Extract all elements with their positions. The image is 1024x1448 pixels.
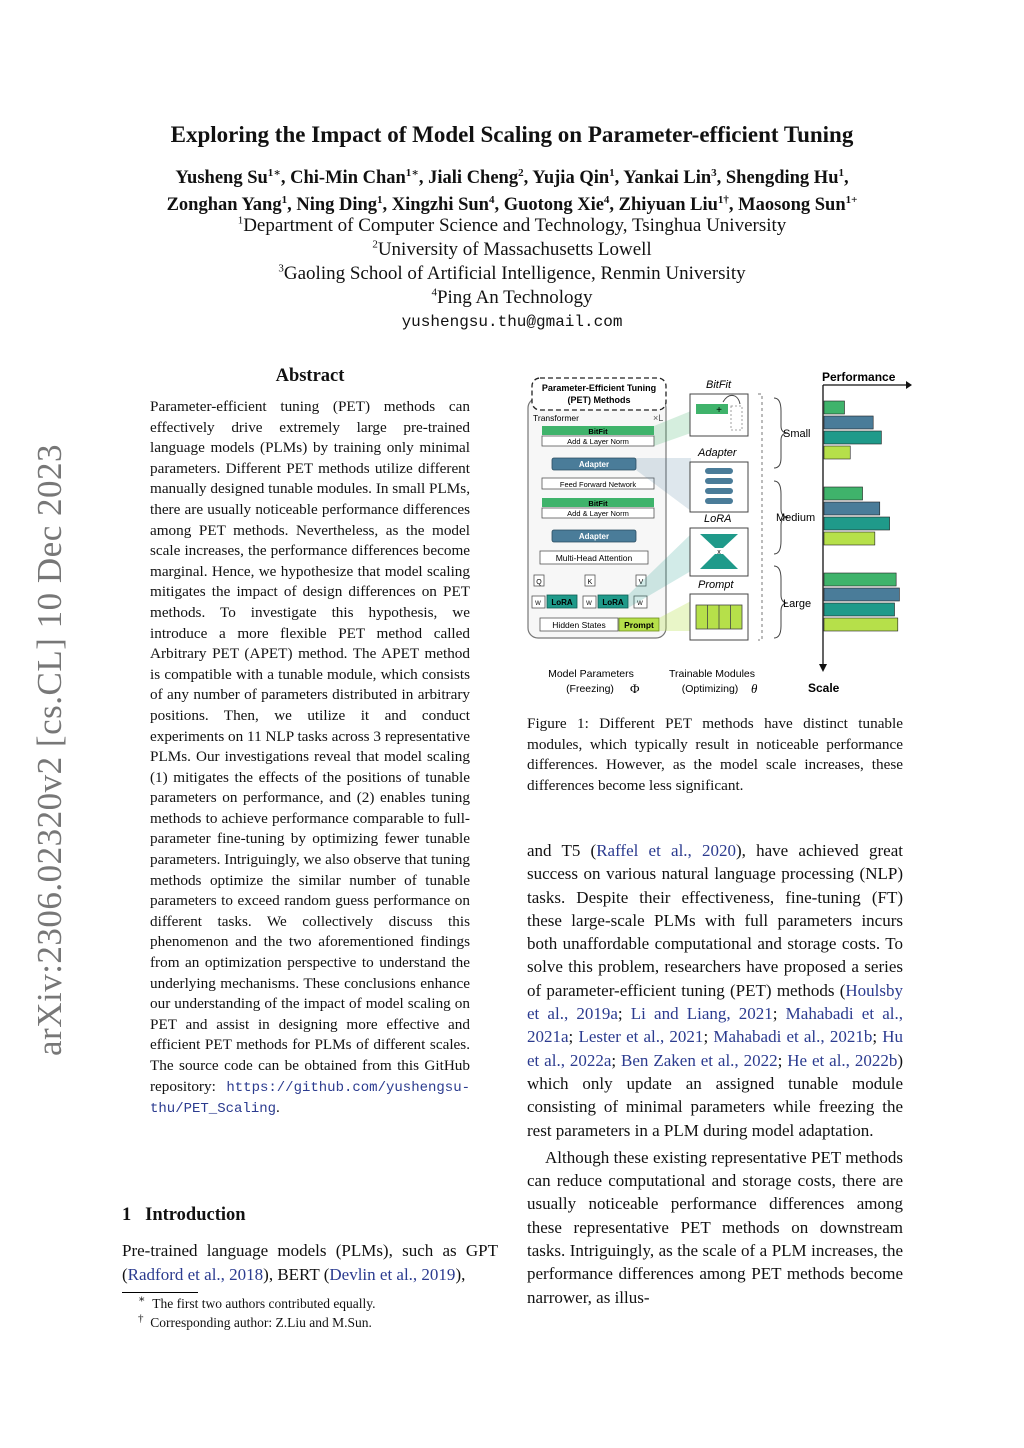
intro-right-column <box>527 839 903 1309</box>
author-line-2: Zonghan Yang$^1$, Ning Ding$^1$, Xingzhi Sun$^4$, Guotong Xie$^4$, Zhiyuan Liu$^{1\dagger}$, Maosong Sun$^{1+}$ <box>166 193 858 215</box>
lora-label-left: LoRA <box>551 598 573 607</box>
bar-small-prompt <box>824 446 850 459</box>
medium-scale-label: Medium <box>776 512 816 524</box>
footnote: ∗ The first two authors contributed equally. <box>138 1293 376 1311</box>
abstract-section <box>122 366 498 1120</box>
affiliation: $^2$University of Massachusetts Lowell <box>372 238 652 260</box>
section-heading-introduction: 1 Introduction <box>122 1205 246 1225</box>
mha-label: Multi-Head Attention <box>555 553 633 563</box>
affiliation: $^4$Ping An Technology <box>431 286 593 308</box>
abstract-text: Parameter-efficient tuning (PET) methods can effectively drive extremely large pre-trained language models (PLMs) by training only minimal parameters. Different PET methods utilize different manually designed tunable modules. In small PLMs, there are usually noticeable performance differences among PET methods. Nevertheless, as the model scale increases, the performance differences become marginal. Hence, we hypothesize that model scaling mitigates the impact of design differences on PET methods. To investigate this hypothesis, we introduce a more flexible PET method called Arbitrary PET (APET) method. The APET method is compatible with a tunable module, which consists of any number of parameters distributed in arbitrary positions. Then, we utilize it and conduct experiments on 11 NLP tasks across 3 representative PLMs. Our investigations reveal that model scaling (1) mitigates the effects of the positions of tunable parameters on performance, and (2) enables tuning methods to achieve performance comparable to full-parameter fine-tuning by optimizing fewer tunable parameters. Intriguingly, we also observe that tuning methods optimize the similar number of tunable parameters to exceed random guess performance on different tasks. We collectively discuss this phenomenon and the two aforementioned findings from an optimization perspective to understand the underlying mechanisms. These conclusions enhance our understanding of the impact of model scaling on PET and assist in designing more effective and efficient PET methods for PLMs of different scales. The source code can be obtained from this GitHub repository: https://github.com/yushengsu-thu/PET_Scaling. <box>150 398 470 1118</box>
modules-bracket <box>758 394 762 640</box>
bitfit-bias-icon <box>696 404 728 414</box>
weight-label: W <box>586 601 592 607</box>
prompt-module-label: Prompt <box>698 579 734 591</box>
footnotes <box>138 1294 498 1332</box>
intro-paragraph-right-1: and T5 (Raffel et al., 2020), have achieved great success on various natural language processing (NLP) tasks. Despite their effectiveness, fine-tuning (FT) these large-scale PLMs with full parameters incurs both unaffordable computational and storage costs. To solve this problem, researchers have proposed a series of parameter-efficient tuning (PET) methods (Houlsby et al., 2019a; Li and Liang, 2021; Mahabadi et al., 2021a; Lester et al., 2021; Mahabadi et al., 2021b; Hu et al., 2022a; Ben Zaken et al., 2022; He et al., 2022b) which only update an assigned tunable module consisting of minimal parameters while freezing the rest parameters in a PLM during model adaptation. <box>527 841 903 1140</box>
pet-title-line1: Parameter-Efficient Tuning <box>541 383 657 393</box>
affiliation: $^1$Department of Computer Science and Technology, Tsinghua University <box>237 214 787 236</box>
bitfit-label-bottom: BitFit <box>588 499 608 508</box>
scale-axis-arrow <box>819 664 827 672</box>
trainable-optimizing: (Optimizing) <box>681 683 739 695</box>
bar-medium-lora <box>824 517 890 530</box>
footnote-rule <box>122 1292 198 1293</box>
performance-axis-arrow <box>906 381 912 389</box>
trainable-modules-label: Trainable Modules <box>669 668 755 680</box>
intro-paragraph-right-2: Although these existing representative PET methods can reduce computational and storage costs, there are usually noticeable performance differences among these representative PET methods on downstream tasks. Intriguingly, as the scale of a PLM increases, the performance differences among PET methods become narrower, as illus- <box>527 1147 903 1307</box>
hidden-states-label: Hidden States <box>552 620 606 630</box>
bar-small-bitfit <box>824 401 845 414</box>
adapter-layer-icon <box>705 478 733 484</box>
small-scale-label: Small <box>783 428 811 440</box>
k-label: K <box>587 579 593 586</box>
citation-link[interactable]: Ben Zaken et al., 2022 <box>621 1050 778 1070</box>
layer-count-label: ×L <box>653 413 664 423</box>
pet-title-line2: (PET) Methods <box>567 395 631 405</box>
author: Maosong Sun <box>738 195 846 215</box>
bar-small-adapter <box>824 416 873 429</box>
author: Xingzhi Sun <box>391 195 489 215</box>
q-label: Q <box>536 579 542 586</box>
author: Yankai Lin <box>623 168 712 188</box>
author: Chi-Min Chan <box>290 168 406 188</box>
author-list <box>100 165 924 219</box>
phi-symbol: Φ <box>630 681 640 696</box>
adapter-layer-icon <box>705 488 733 494</box>
citation-link[interactable]: Mahabadi et al., 2021a <box>527 1004 903 1047</box>
arxiv-identifier-text: arXiv:2306.02320v2 [cs.CL] 10 Dec 2023 <box>30 444 70 1056</box>
figure-1-caption: Figure 1: Different PET methods have distinct tunable modules, which typically result in noticeable performance differences. However, as the model scale increases, these differences become less significant. <box>527 715 903 794</box>
author: Zonghan Yang <box>166 195 282 215</box>
bar-large-bitfit <box>824 573 896 586</box>
citation-link[interactable]: Devlin et al., 2019 <box>329 1264 456 1284</box>
weight-label: W <box>637 601 643 607</box>
author-line-1: Yusheng $Su^{1∗}$, Chi-Min Chan$^{1∗}$, Jiali Cheng$^2$, Yujia Qin$^1$, Yankai Lin$^3$, Shengding Hu$^1$, <box>175 166 849 188</box>
figure-1 <box>526 366 912 706</box>
model-params-freezing: (Freezing) <box>566 683 614 695</box>
transformer-label: Transformer <box>533 413 579 423</box>
figure-1-diagram <box>526 366 912 706</box>
adapter-layer-icon <box>705 468 733 474</box>
prompt-label-left: Prompt <box>624 620 654 630</box>
theta-symbol: θ <box>751 681 758 696</box>
arxiv-identifier <box>28 444 72 1056</box>
bar-medium-bitfit <box>824 487 863 500</box>
performance-axis-label: Performance <box>822 370 896 384</box>
lora-module-label: LoRA <box>704 513 732 525</box>
author: Yujia Qin <box>532 168 610 188</box>
v-label: V <box>638 579 644 586</box>
add-norm-label-top: Add & Layer Norm <box>567 437 629 446</box>
bitfit-label-top: BitFit <box>588 427 608 436</box>
adapter-label-top: Adapter <box>578 460 610 469</box>
citation-link[interactable]: Houlsby et al., 2019a <box>527 980 903 1024</box>
lora-multiply-icon: x <box>717 549 721 556</box>
citation-link[interactable]: Mahabadi et al., 2021b <box>713 1027 873 1047</box>
add-norm-label-bottom: Add & Layer Norm <box>567 509 629 518</box>
author: Zhiyuan Liu <box>618 195 718 215</box>
bar-large-prompt <box>824 618 898 631</box>
bitfit-module-label: BitFit <box>706 379 732 391</box>
author: Ning Ding <box>296 195 378 215</box>
large-scale-label: Large <box>783 598 812 610</box>
github-link[interactable]: https://github.com/yushengsu-thu/PET_Scaling <box>150 1079 470 1118</box>
adapter-layer-icon <box>705 498 733 504</box>
citation-link[interactable]: Hu et al., 2022a <box>527 1027 903 1070</box>
bar-small-lora <box>824 431 881 444</box>
affiliation-list <box>100 214 924 334</box>
bar-large-adapter <box>824 588 899 601</box>
performance-bars <box>824 401 899 631</box>
ffn-label: Feed Forward Network <box>559 480 637 489</box>
intro-paragraph-left: Pre-trained language models (PLMs), such as GPT (Radford et al., 2018), BERT (Devlin et al., 2019), <box>122 1241 498 1284</box>
bar-large-lora <box>824 603 895 616</box>
citation-link[interactable]: Radford et al., 2018 <box>127 1264 264 1284</box>
author: Jiali Cheng <box>428 168 519 188</box>
model-params-label: Model Parameters <box>548 668 634 680</box>
affiliation: $^3$Gaoling School of Artificial Intelligence, Renmin University <box>278 262 746 284</box>
paper-title: Exploring the Impact of Model Scaling on Parameter-efficient Tuning <box>170 122 854 147</box>
contact-email[interactable]: yushengsu.thu@gmail.com <box>401 313 623 331</box>
weight-label: W <box>535 601 541 607</box>
citation-link[interactable]: Li and Liang, 2021 <box>630 1004 773 1024</box>
scale-axis-label: Scale <box>808 681 840 695</box>
bitfit-plus-icon: + <box>716 405 722 416</box>
bar-medium-prompt <box>824 532 875 545</box>
bar-medium-adapter <box>824 502 880 515</box>
citation-link[interactable]: Lester et al., 2021 <box>578 1027 704 1047</box>
adapter-module-label: Adapter <box>698 447 737 459</box>
abstract-heading: Abstract <box>275 366 345 386</box>
author: Shengding Hu <box>725 168 839 188</box>
adapter-label-bottom: Adapter <box>578 532 610 541</box>
footnote: † Corresponding author: Z.Liu and M.Sun. <box>138 1312 372 1330</box>
citation-link[interactable]: He et al., 2022b <box>787 1050 898 1070</box>
lora-label-right: LoRA <box>602 598 624 607</box>
citation-link[interactable]: Raffel et al., 2020 <box>596 841 736 860</box>
author: Guotong Xie <box>503 195 604 215</box>
author: Yusheng Su <box>175 168 268 188</box>
